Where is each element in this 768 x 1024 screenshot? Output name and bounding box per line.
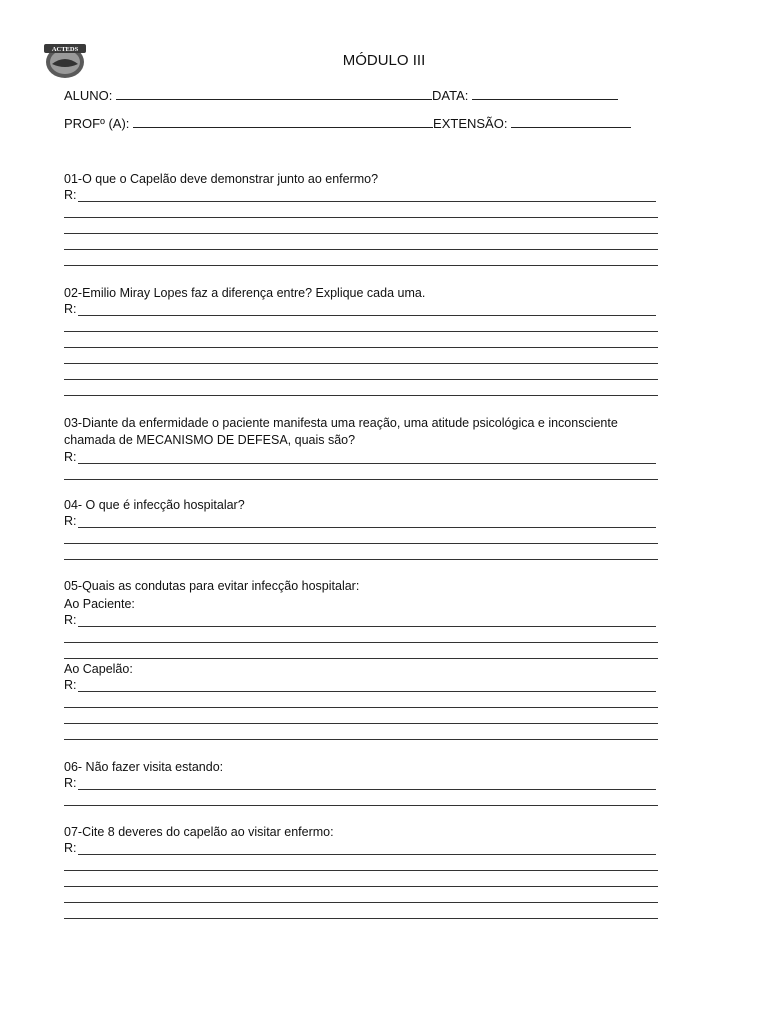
logo-text: ACTEDS	[51, 46, 79, 53]
answer-5-patient[interactable]	[64, 613, 658, 661]
answer-label: R:	[64, 678, 77, 692]
question-5: 05-Quais as condutas para evitar infecção hospitalar:	[64, 579, 360, 593]
answer-label: R:	[64, 302, 77, 316]
answer-label: R:	[64, 188, 77, 202]
question-5-chaplain: Ao Capelão:	[64, 662, 133, 676]
question-4: 04- O que é infecção hospitalar?	[64, 498, 245, 512]
aluno-row	[64, 87, 618, 103]
aluno-label: ALUNO:	[64, 88, 113, 103]
question-2: 02-Emilio Miray Lopes faz a diferença entre? Explique cada uma.	[64, 286, 426, 300]
question-5-patient: Ao Paciente:	[64, 597, 135, 611]
data-label: DATA:	[432, 88, 469, 103]
answer-label: R:	[64, 841, 77, 855]
answer-label: R:	[64, 613, 77, 627]
answer-7[interactable]	[64, 841, 658, 921]
prof-label: PROFº (A):	[64, 116, 130, 131]
page-title: MÓDULO III	[342, 52, 426, 69]
answer-1[interactable]	[64, 188, 658, 268]
answer-4[interactable]	[64, 514, 658, 562]
question-3-line1: 03-Diante da enfermidade o paciente manifesta uma reação, uma atitude psicológica e inconsciente	[64, 416, 618, 430]
extensao-field[interactable]	[511, 115, 631, 128]
data-field[interactable]	[472, 87, 618, 100]
answer-2[interactable]	[64, 302, 658, 398]
answer-label: R:	[64, 514, 77, 528]
aluno-field[interactable]	[116, 87, 432, 100]
question-7: 07-Cite 8 deveres do capelão ao visitar enfermo:	[64, 825, 334, 839]
answer-5-chaplain[interactable]	[64, 678, 658, 742]
answer-label: R:	[64, 450, 77, 464]
answer-3[interactable]	[64, 450, 658, 482]
answer-6[interactable]	[64, 776, 658, 808]
prof-field[interactable]	[133, 115, 433, 128]
prof-row	[64, 115, 631, 131]
question-3-line2: chamada de MECANISMO DE DEFESA, quais são?	[64, 433, 356, 447]
question-6: 06- Não fazer visita estando:	[64, 760, 224, 774]
answer-label: R:	[64, 776, 77, 790]
extensao-label: EXTENSÃO:	[433, 116, 508, 131]
question-1: 01-O que o Capelão deve demonstrar junto ao enfermo?	[64, 172, 379, 186]
